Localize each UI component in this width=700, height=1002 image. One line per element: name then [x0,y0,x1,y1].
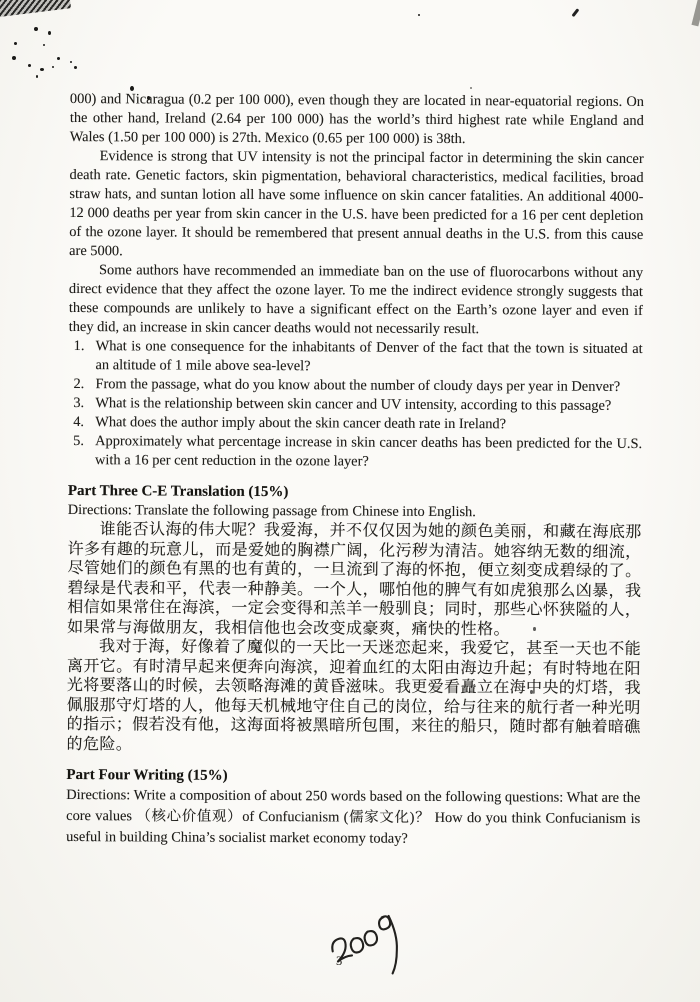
question-item [69,337,643,378]
ink-speckle [43,44,45,46]
part-four-heading: Part Four Writing (15%) [66,766,228,784]
handwritten-2009 [327,911,417,993]
part-three-directions: Directions: Translate the following passage from Chinese into English. [67,501,476,521]
ink-speckle [52,66,54,68]
ink-speckle [48,31,51,35]
scan-edge-mark [691,0,700,26]
chinese-passage-paragraph: 谁能否认海的伟大呢？我爱海，并不仅仅因为她的颜色美丽，和藏在海底那许多有趣的玩意儿，而是爱她的胸襟广阔，化污秽为清洁。她容纳无数的细流，尽管她们的颜色有黑的也有黄的，一旦流到了海的怀抱，便立刻变成碧绿的了。碧绿是代表和平，代表一种静美。一个人，哪怕他的脾气有如虎狼那么凶暴，我相信如果常住在海滨，一定会变得和羔羊一般驯良；同时，那些心怀狭隘的人，如果常与海做朋友，我相信他也会改变成豪爽，痛快的性格。 [67,521,642,638]
question-number: 5. [73,433,85,450]
part-four-section [66,766,640,851]
question-text: Approximately what percentage increase in skin cancer deaths has been predicted for the U.S. with a 16 per cent reduction in the ozone layer? [95,433,643,470]
ink-speckle [36,75,38,78]
chinese-passage-paragraph: 我对于海，好像着了魔似的一天比一天迷恋起来，我爱它，甚至一天也不能离开它。有时清早起来便奔向海滨，迎着血红的太阳由海边升起；有时特地在阳光将要落山的时候，去领略海滩的黄昏滋味。我更爱看矗立在海中央的灯塔，我佩服那守灯塔的人，他每天机械地守住自己的岗位，给与往来的航行者一种光明的指示；假若没有他，这海面将被黑暗所包围，来往的船只，随时都有触着暗礁的危险。 [66,638,642,753]
ink-speckle [12,56,16,60]
ink-speckle [470,87,472,89]
ink-speckle [40,68,44,71]
question-number: 3. [73,395,85,412]
page-content [66,90,644,851]
question-text: What is the relationship between skin cancer and UV intensity, according to this passage? [95,395,612,414]
passage-paragraph: 000) and Nicaragua (0.2 per 100 000), even though they are located in near-equatorial regions. On the other hand, Ireland (2.64 per 100 000) has the world’s third highest rate while England and Wales (1.50 per 100 000) is 27th. Mexico (0.65 per 100 000) is 38th. [69,90,644,148]
ink-slash-mark [571,8,579,17]
question-item [68,432,642,473]
ink-speckle [418,14,420,16]
passage-paragraph: Evidence is strong that UV intensity is not the principal factor in determining the skin cancer death rate. Genetic factors, skin pigmentation, behavioral characteristics, medical facilities, broad straw hats, and suntan lotion all have some influence on skin cancer fatalities. An additional 4000-12 000 deaths per year from skin cancer in the U.S. have been predicted for a 16 per cent depletion of the ozone layer. It should be remembered that present annual deaths in the U.S. from this cause are 5000. [69,148,644,260]
ink-speckle [74,66,77,69]
scan-corner-smudge [0,0,71,18]
page-number: 3 [336,954,343,968]
question-text: What is one consequence for the inhabitants of Denver of the fact that the town is situated at an altitude of 1 mile above sea-level? [95,338,643,375]
ink-speckle [14,42,17,45]
passage-paragraph: Some authors have recommended an immediate ban on the use of fluorocarbons without any direct evidence that they affect the ozone layer. To me the indirect evidence strongly suggests that these compounds are unlikely to have a significant effect on the Earth’s ozone layer and even if they did, an increase in skin cancer deaths would not necessarily result. [68,262,644,338]
ink-speckle [70,61,72,63]
question-number: 2. [73,376,85,393]
question-number: 1. [73,338,85,355]
ink-speckle [34,27,38,31]
part-three-section [67,482,642,757]
part-three-heading: Part Three C-E Translation (15%) [67,482,289,501]
ink-speckle [28,64,31,67]
question-text: What does the author imply about the skin cancer death rate in Ireland? [95,414,507,433]
part-four-directions: Directions: Write a composition of about 250 words based on the following questions: What are the core values （核心价值观）of Confucianism (儒家文化)？ How do you think Confucianism is useful in building China’s socialist market economy today? [66,786,641,847]
ink-speckle [57,57,60,60]
question-list [68,337,643,473]
reading-passage [69,90,644,340]
question-text: From the passage, what do you know about the number of cloudy days per year in Denver? [95,376,621,395]
question-number: 4. [73,414,85,431]
